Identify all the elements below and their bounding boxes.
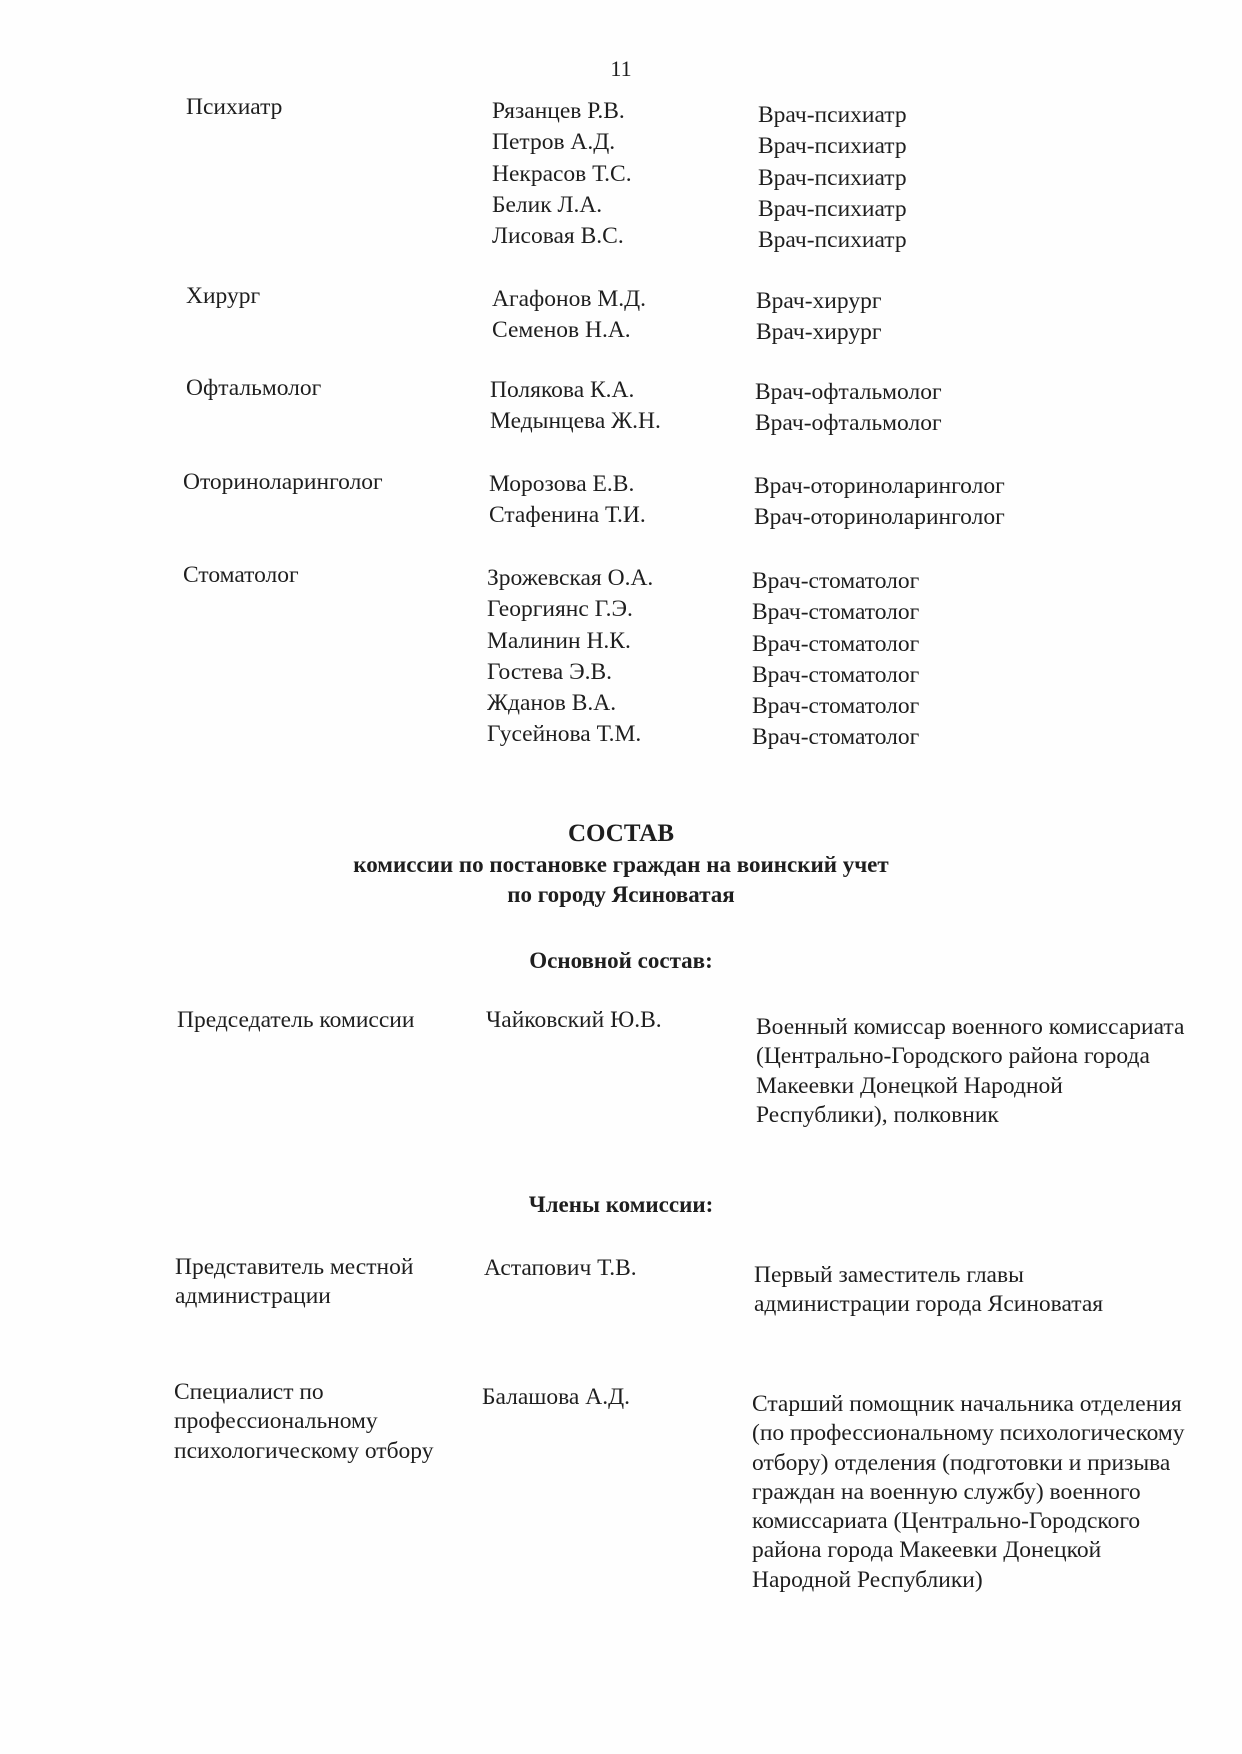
specialist-name: Белик Л.А. [492,191,603,218]
commission-subtitle-line2: по городу Ясиноватая [507,882,735,907]
commission-title: СОСТАВ [567,820,675,847]
specialist-position: Врач-стоматолог [752,599,920,626]
specialist-name: Медынцева Ж.Н. [490,408,661,435]
specialist-name: Морозова Е.В. [489,471,635,497]
specialist-names [492,96,632,252]
specialist-position: Врач-стоматолог [752,693,920,720]
specialist-position: Врач-оториноларинголог [754,473,1005,499]
specialist-name: Зрожевская О.А. [487,565,654,591]
specialist-names [489,469,646,532]
specialist-positions [754,471,1005,534]
chairman-role: Председатель комиссии [177,1007,415,1033]
specialist-position: Врач-стоматолог [752,661,920,688]
specialist-name: Гусейнова Т.М. [487,721,642,748]
member-role: Представитель местной администрации [175,1254,414,1310]
specialist-name: Гостева Э.В. [487,658,613,685]
specialist-position: Врач-хирург [756,319,882,346]
specialist-names [490,375,661,438]
member-position: Первый заместитель главы администрации города Ясиноватая [754,1262,1104,1318]
specialist-name: Лисовая В.С. [492,223,624,250]
specialist-position: Врач-психиатр [758,164,907,191]
commission-subtitle-line1: комиссии по постановке граждан на воинский учет [353,852,889,877]
specialist-name: Рязанцев Р.В. [492,98,625,124]
specialist-name: Жданов В.А. [487,690,617,717]
specialist-positions [756,286,881,349]
specialist-position: Врач-психиатр [758,133,907,160]
page-number: 11 [610,56,632,81]
specialist-name: Семенов Н.А. [492,317,631,344]
chairman-position: Военный комиссар военного комиссариата (Центрально-Городского района города Макеевки Донецкой Народной Республики), полковник [756,1014,1185,1128]
specialist-positions [758,100,907,256]
specialist-name: Георгиянс Г.Э. [487,596,633,623]
specialist-position: Врач-психиатр [758,195,907,222]
chairman-name: Чайковский Ю.В. [486,1007,662,1033]
specialist-position: Врач-оториноларинголог [754,504,1005,531]
specialty-label: Психиатр [186,94,283,120]
member-position: Старший помощник начальника отделения (по профессиональному психологическому отбору) отделения (подготовки и призыва граждан на военную службу) военного комиссариата (Центрально-Городского района города Макеевки Донецкой Народной Республики) [752,1391,1185,1593]
specialty-label: Оториноларинголог [183,469,383,495]
specialist-positions [755,377,942,440]
specialist-names [487,563,653,751]
specialist-position: Врач-стоматолог [752,630,920,657]
specialist-position: Врач-психиатр [758,227,907,254]
specialist-name: Малинин Н.К. [487,627,631,654]
specialist-position: Врач-хирург [756,288,882,314]
specialty-label: Стоматолог [183,562,299,588]
specialist-names [492,284,646,347]
main-section-heading: Основной состав: [529,948,713,973]
specialist-positions [752,566,919,754]
specialist-position: Врач-стоматолог [752,568,920,594]
specialist-name: Агафонов М.Д. [492,286,646,312]
member-name: Балашова А.Д. [482,1384,630,1410]
specialist-position: Врач-психиатр [758,102,907,128]
specialist-name: Полякова К.А. [490,377,635,403]
specialist-position: Врач-стоматолог [752,724,920,751]
specialty-label: Офтальмолог [186,375,322,401]
members-section-heading: Члены комиссии: [528,1192,714,1217]
member-role: Специалист по профессиональному психологическому отбору [174,1379,434,1464]
specialist-position: Врач-офтальмолог [755,410,942,437]
specialist-name: Стафенина Т.И. [489,502,646,529]
member-name: Астапович Т.В. [484,1255,637,1281]
specialist-position: Врач-офтальмолог [755,379,942,405]
specialist-name: Некрасов Т.С. [492,160,632,187]
specialist-name: Петров А.Д. [492,129,616,156]
specialty-label: Хирург [186,283,261,309]
